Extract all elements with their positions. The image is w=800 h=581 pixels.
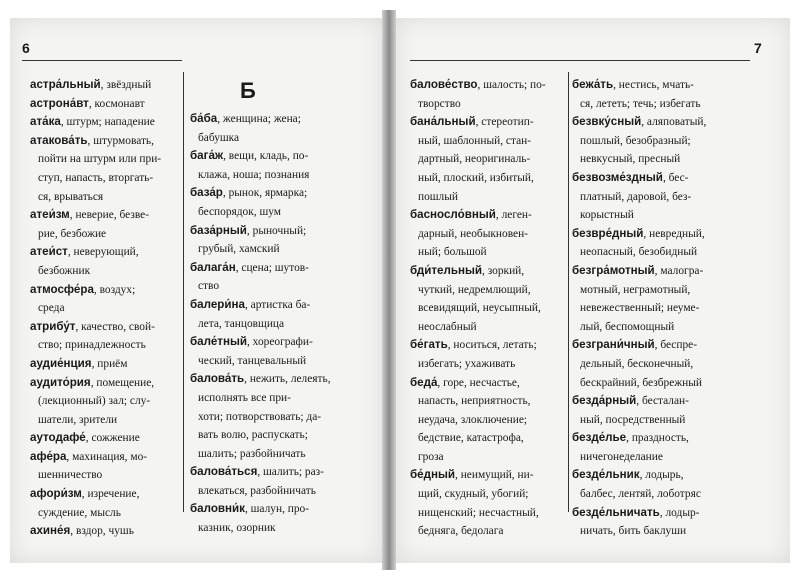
- definition-text: избегать; ухаживать: [418, 357, 516, 370]
- definition-text: , аляповатый,: [641, 116, 707, 129]
- dictionary-entry-line: [190, 184, 340, 203]
- dictionary-entry-line: [572, 262, 724, 281]
- headword: безде́льник: [572, 468, 640, 482]
- definition-continuation-line: [410, 318, 562, 337]
- definition-text: ся, лететь; течь; избегать: [580, 97, 701, 110]
- headword: ахине́я: [30, 524, 71, 538]
- definition-text: бедствие, катастрофа,: [418, 432, 524, 445]
- headword: безда́рный: [572, 394, 637, 408]
- definition-continuation-line: [572, 281, 724, 300]
- definition-text: ный; большой: [418, 246, 487, 259]
- definition-continuation-line: [30, 188, 180, 207]
- dictionary-entry-line: [410, 76, 562, 95]
- definition-continuation-line: [410, 392, 562, 411]
- definition-text: , сожжение: [85, 432, 140, 445]
- definition-text: , неверующий,: [67, 246, 139, 259]
- dictionary-entry-line: [30, 522, 180, 541]
- definition-continuation-line: [410, 169, 562, 188]
- definition-continuation-line: [30, 150, 180, 169]
- definition-text: , бесталан-: [636, 395, 689, 408]
- dictionary-entry-line: [410, 262, 562, 281]
- definition-continuation-line: [190, 408, 340, 427]
- headword: афори́зм: [30, 487, 82, 501]
- definition-continuation-line: [572, 522, 724, 541]
- definition-text: невкусный, пресный: [580, 153, 681, 166]
- definition-text: , горе, несчастье,: [437, 376, 520, 389]
- definition-continuation-line: [572, 318, 724, 337]
- page-number-left: 6: [22, 40, 30, 56]
- definition-text: неослабный: [418, 320, 477, 333]
- headword: безвозме́здный: [572, 170, 663, 184]
- definition-text: дельный, бесконечный,: [580, 357, 694, 370]
- definition-continuation-line: [410, 225, 562, 244]
- definition-text: , лодырь,: [639, 469, 684, 482]
- definition-text: ство; принадлежность: [38, 339, 146, 352]
- dictionary-entry-line: [572, 466, 724, 485]
- definition-text: ство: [198, 280, 220, 293]
- dictionary-entry-line: [190, 500, 340, 519]
- definition-text: , невредный,: [643, 227, 705, 240]
- definition-text: , нежить, лелеять,: [244, 373, 331, 386]
- header-rule-left: [22, 60, 182, 61]
- dictionary-entry-line: [30, 281, 180, 300]
- column-3: [410, 76, 562, 541]
- definition-text: , артистка ба-: [244, 298, 311, 311]
- definition-continuation-line: [30, 169, 180, 188]
- headword: атмосфе́ра: [30, 282, 94, 296]
- definition-text: , женщина; жена;: [217, 113, 301, 125]
- headword: балага́н: [190, 260, 236, 274]
- definition-text: шатели, зрители: [38, 413, 118, 426]
- definition-text: , помещение,: [90, 376, 155, 389]
- headword: афе́ра: [30, 449, 67, 463]
- definition-continuation-line: [190, 445, 340, 464]
- headword: бана́льный: [410, 115, 476, 129]
- definition-text: пойти на штурм или при-: [38, 153, 162, 166]
- page-number-right: 7: [754, 40, 762, 56]
- definition-text: среда: [38, 302, 65, 315]
- definition-text: корыстный: [580, 209, 634, 222]
- definition-continuation-line: [410, 355, 562, 374]
- definition-text: , неимущий, ни-: [455, 469, 534, 482]
- definition-text: шенничество: [38, 469, 103, 482]
- definition-text: дарный, необыкновен-: [418, 227, 528, 240]
- definition-continuation-line: [572, 206, 724, 225]
- definition-continuation-line: [410, 299, 562, 318]
- headword: аутодафе́: [30, 431, 86, 445]
- definition-text: исполнять все при-: [198, 391, 291, 404]
- definition-continuation-line: [30, 262, 180, 281]
- definition-text: безбожник: [38, 264, 91, 277]
- definition-text: , малогра-: [654, 264, 704, 277]
- definition-text: неопасный, безобидный: [580, 246, 698, 259]
- definition-text: лый, беспомощный: [580, 320, 675, 333]
- dictionary-entry-line: [30, 206, 180, 225]
- definition-text: всевидящий, неусыпный,: [418, 302, 541, 315]
- dictionary-entry-line: [30, 429, 180, 448]
- headword: бале́тный: [190, 335, 247, 349]
- dictionary-entry-line: [30, 318, 180, 337]
- headword: бага́ж: [190, 149, 224, 163]
- headword: атеи́ст: [30, 245, 68, 259]
- definition-text: , звёздный: [100, 79, 152, 91]
- definition-continuation-line: [572, 132, 724, 151]
- definition-text: , нестись, мчать-: [613, 79, 694, 91]
- definition-continuation-line: [190, 203, 340, 222]
- column-1: [30, 76, 180, 541]
- definition-continuation-line: [30, 225, 180, 244]
- definition-continuation-line: [410, 188, 562, 207]
- column-divider-left: [183, 72, 184, 512]
- definition-continuation-line: [190, 352, 340, 371]
- header-rule-right: [410, 60, 750, 61]
- headword: безгра́мотный: [572, 263, 655, 277]
- definition-text: бедняга, бедолага: [418, 525, 504, 538]
- definition-text: , стереотип-: [475, 116, 534, 129]
- dictionary-entry-line: [30, 113, 180, 132]
- definition-text: , праздность,: [626, 432, 689, 445]
- dictionary-entry-line: [572, 504, 724, 523]
- definition-continuation-line: [572, 243, 724, 262]
- dictionary-entry-line: [572, 113, 724, 132]
- dictionary-entry-line: [572, 429, 724, 448]
- definition-text: , сцена; шутов-: [235, 261, 309, 274]
- definition-text: , вздор, чушь: [70, 525, 134, 538]
- definition-text: (лекционный) зал; слу-: [38, 395, 151, 408]
- definition-text: суждение, мысль: [38, 506, 121, 519]
- definition-continuation-line: [190, 389, 340, 408]
- headword: беда́: [410, 375, 438, 389]
- definition-text: , неверие, безве-: [69, 209, 150, 222]
- dictionary-entry-line: [30, 374, 180, 393]
- definition-continuation-line: [410, 150, 562, 169]
- book-spine: [382, 10, 396, 570]
- headword: балери́на: [190, 297, 245, 311]
- definition-continuation-line: [410, 485, 562, 504]
- definition-text: пошлый, безобразный;: [580, 134, 691, 147]
- definition-text: ступ, напасть, вторгать-: [38, 171, 154, 184]
- definition-continuation-line: [410, 429, 562, 448]
- definition-continuation-line: [190, 482, 340, 501]
- definition-continuation-line: [410, 243, 562, 262]
- dictionary-entry-line: [30, 76, 180, 95]
- dictionary-entry-line: [410, 113, 562, 132]
- definition-text: вать волю, распускать;: [198, 429, 308, 442]
- definition-continuation-line: [572, 150, 724, 169]
- dictionary-entry-line: [410, 336, 562, 355]
- headword: аудие́нция: [30, 356, 92, 370]
- definition-text: бабушка: [198, 131, 240, 144]
- definition-text: бескрайний, безбрежный: [580, 376, 703, 389]
- headword: бе́гать: [410, 338, 448, 352]
- headword: атрибу́т: [30, 319, 76, 333]
- definition-text: , рынок, ярмарка;: [222, 187, 308, 200]
- definition-text: , бес-: [662, 171, 689, 184]
- dictionary-entry-line: [190, 222, 340, 241]
- column-4: [572, 76, 724, 541]
- definition-text: , лодыр-: [659, 506, 700, 519]
- dictionary-entry-line: [30, 243, 180, 262]
- definition-text: напасть, неприятность,: [418, 395, 531, 408]
- dictionary-entry-line: [190, 333, 340, 352]
- definition-text: ный, плоский, избитый,: [418, 171, 534, 184]
- dictionary-entry-line: [190, 370, 340, 389]
- definition-continuation-line: [572, 188, 724, 207]
- definition-text: творство: [418, 97, 461, 110]
- definition-continuation-line: [30, 336, 180, 355]
- dictionary-entry-line: [30, 355, 180, 374]
- definition-text: ничать, бить баклуши: [580, 525, 687, 538]
- headword: база́рный: [190, 223, 247, 237]
- definition-text: лета, танцовщица: [198, 317, 285, 330]
- definition-continuation-line: [410, 411, 562, 430]
- definition-text: платный, даровой, без-: [580, 190, 692, 203]
- headword: атеи́зм: [30, 208, 70, 222]
- dictionary-entry-line: [190, 147, 340, 166]
- definition-text: , махинация, мо-: [66, 450, 148, 463]
- column-divider-right: [568, 72, 569, 512]
- section-letter: Б: [240, 78, 256, 103]
- definition-text: , штурмовать,: [87, 134, 154, 147]
- dictionary-entry-line: [30, 132, 180, 151]
- headword: аудито́рия: [30, 375, 91, 389]
- dictionary-entry-line: [190, 259, 340, 278]
- definition-text: ный, посредственный: [580, 413, 686, 426]
- definition-text: невежественный; неуме-: [580, 302, 700, 315]
- definition-text: , шалить; раз-: [257, 466, 324, 479]
- definition-continuation-line: [30, 299, 180, 318]
- definition-text: балбес, лентяй, лоботряс: [580, 488, 701, 501]
- dictionary-entry-line: [572, 76, 724, 95]
- definition-text: , шалун, про-: [244, 503, 310, 516]
- headword: база́р: [190, 186, 223, 200]
- definition-continuation-line: [190, 315, 340, 334]
- dictionary-entry-line: [410, 466, 562, 485]
- definition-text: , качество, свой-: [75, 320, 155, 333]
- definition-text: шалить; разбойничать: [198, 447, 306, 460]
- definition-text: , штурм; нападение: [60, 116, 155, 129]
- definition-continuation-line: [410, 522, 562, 541]
- definition-text: неудача, злоключение;: [418, 413, 528, 426]
- definition-continuation-line: [572, 299, 724, 318]
- definition-text: чуткий, недремлющий,: [418, 283, 531, 296]
- definition-text: гроза: [418, 450, 444, 463]
- definition-text: , шалость; по-: [477, 79, 546, 91]
- dictionary-entry-line: [572, 392, 724, 411]
- definition-continuation-line: [30, 411, 180, 430]
- definition-text: пошлый: [418, 190, 458, 203]
- headword: безде́льничать: [572, 505, 660, 519]
- definition-text: , леген-: [495, 209, 532, 222]
- headword: ба́ба: [190, 112, 218, 125]
- definition-text: ный, шаблонный, стан-: [418, 134, 532, 147]
- definition-text: , вещи, кладь, по-: [223, 150, 309, 163]
- definition-text: щий, скудный, убогий;: [418, 488, 529, 501]
- dictionary-entry-line: [30, 448, 180, 467]
- definition-text: мотный, неграмотный,: [580, 283, 691, 296]
- definition-text: беспорядок, шум: [198, 205, 282, 218]
- definition-text: нищенский; несчастный,: [418, 506, 539, 519]
- definition-continuation-line: [572, 95, 724, 114]
- definition-text: грубый, хамский: [198, 243, 280, 256]
- definition-continuation-line: [30, 504, 180, 523]
- dictionary-entry-line: [410, 206, 562, 225]
- definition-continuation-line: [30, 392, 180, 411]
- headword: балове́ство: [410, 78, 478, 91]
- headword: атакова́ть: [30, 133, 88, 147]
- definition-text: , воздух;: [93, 283, 136, 296]
- headword: балова́ть: [190, 372, 245, 386]
- headword: ата́ка: [30, 115, 61, 129]
- definition-text: хоти; потворствовать; да-: [198, 410, 322, 423]
- dictionary-entry-line: [572, 225, 724, 244]
- definition-continuation-line: [572, 374, 724, 393]
- dictionary-entry-line: [30, 95, 180, 114]
- definition-continuation-line: [572, 485, 724, 504]
- definition-continuation-line: [190, 426, 340, 445]
- headword: астра́льный: [30, 78, 101, 91]
- definition-continuation-line: [410, 95, 562, 114]
- dictionary-entry-line: [190, 463, 340, 482]
- definition-continuation-line: [410, 132, 562, 151]
- definition-text: , зоркий,: [482, 264, 525, 277]
- definition-text: ничегонеделание: [580, 450, 663, 463]
- headword: баловни́к: [190, 502, 245, 516]
- headword: астрона́вт: [30, 96, 89, 110]
- definition-text: , рыночный;: [246, 224, 307, 237]
- headword: безграни́чный: [572, 338, 655, 352]
- definition-continuation-line: [190, 166, 340, 185]
- headword: безвре́дный: [572, 226, 644, 240]
- definition-continuation-line: [190, 519, 340, 538]
- definition-continuation-line: [190, 240, 340, 259]
- definition-continuation-line: [190, 129, 340, 148]
- dictionary-entry-line: [30, 485, 180, 504]
- definition-continuation-line: [572, 448, 724, 467]
- definition-text: , приём: [91, 357, 128, 370]
- dictionary-entry-line: [190, 110, 340, 129]
- definition-text: , космонавт: [88, 97, 145, 110]
- definition-text: рие, безбожие: [38, 227, 107, 240]
- dictionary-entry-line: [190, 296, 340, 315]
- definition-continuation-line: [30, 466, 180, 485]
- headword: басносло́вный: [410, 208, 496, 222]
- definition-text: ческий, танцевальный: [198, 354, 307, 367]
- dictionary-entry-line: [410, 374, 562, 393]
- definition-text: дартный, неоригиналь-: [418, 153, 531, 166]
- definition-continuation-line: [572, 411, 724, 430]
- headword: балова́ться: [190, 465, 258, 479]
- definition-text: , носиться, летать;: [447, 339, 537, 352]
- definition-text: казник, озорник: [198, 522, 276, 535]
- definition-continuation-line: [410, 281, 562, 300]
- headword: бе́дный: [410, 468, 455, 482]
- definition-text: , изречение,: [81, 488, 140, 501]
- definition-continuation-line: [410, 448, 562, 467]
- column-2: [190, 110, 340, 538]
- definition-text: влекаться, разбойничать: [198, 484, 316, 497]
- headword: безвку́сный: [572, 115, 642, 129]
- definition-text: ся, врываться: [38, 190, 104, 203]
- dictionary-entry-line: [572, 336, 724, 355]
- definition-text: , хореографи-: [246, 336, 313, 349]
- definition-continuation-line: [410, 504, 562, 523]
- headword: бди́тельный: [410, 263, 483, 277]
- headword: безде́лье: [572, 431, 627, 445]
- definition-continuation-line: [190, 277, 340, 296]
- definition-text: клажа, ноша; познания: [198, 168, 310, 181]
- dictionary-entry-line: [572, 169, 724, 188]
- definition-text: , беспре-: [654, 339, 698, 352]
- headword: бежа́ть: [572, 78, 614, 91]
- definition-continuation-line: [572, 355, 724, 374]
